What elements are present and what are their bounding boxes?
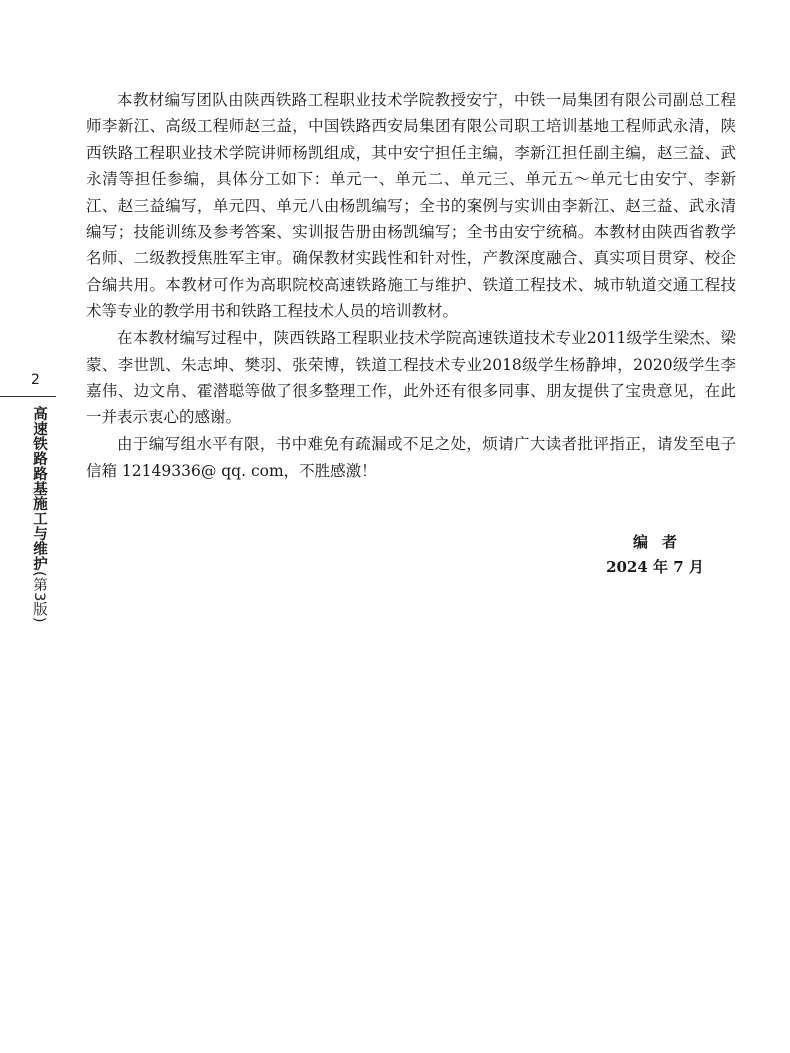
- page-number: 2: [31, 372, 40, 388]
- signature-block: [600, 530, 710, 580]
- signature-date: 2024 年 7 月: [606, 558, 704, 576]
- signature-author: 编者: [632, 533, 691, 551]
- preface-body: [86, 87, 736, 484]
- book-edition: (第3版): [31, 571, 47, 624]
- side-divider: [0, 396, 56, 397]
- running-book-title: [31, 406, 47, 623]
- paragraph-acknowledgements: 在本教材编写过程中，陕西铁路工程职业技术学院高速铁道技术专业2011级学生梁杰、梁蒙、李世凯、朱志坤、樊羽、张荣博，铁道工程技术专业2018级学生杨静坤，2020级学生李嘉伟、边文帛、霍潜聪等做了很多整理工作，此外还有很多同事、朋友提供了宝贵意见，在此一并表示衷心的感谢。: [86, 329, 736, 427]
- book-title-text: 高速铁路路基施工与维护: [31, 406, 47, 571]
- paragraph-team: 本教材编写团队由陕西铁路工程职业技术学院教授安宁，中铁一局集团有限公司副总工程师李新江、高级工程师赵三益，中国铁路西安局集团有限公司职工培训基地工程师武永清，陕西铁路工程职业技术学院讲师杨凯组成，其中安宁担任主编，李新江担任副主编，赵三益、武永清等担任参编，具体分工如下：单元一、单元二、单元三、单元五～单元七由安宁、李新江、赵三益编写，单元四、单元八由杨凯编写；全书的案例与实训由李新江、赵三益、武永清编写；技能训练及参考答案、实训报告册由杨凯编写；全书由安宁统稿。本教材由陕西省教学名师、二级教授焦胜军主审。确保教材实践性和针对性，产教深度融合、真实项目贯穿、校企合编共用。本教材可作为高职院校高速铁路施工与维护、铁道工程技术、城市轨道交通工程技术等专业的教学用书和铁路工程技术人员的培训教材。: [86, 91, 736, 321]
- paragraph-feedback: 由于编写组水平有限，书中难免有疏漏或不足之处，烦请广大读者批评指正，请发至电子信箱 12149336@ qq. com，不胜感激！: [86, 435, 736, 480]
